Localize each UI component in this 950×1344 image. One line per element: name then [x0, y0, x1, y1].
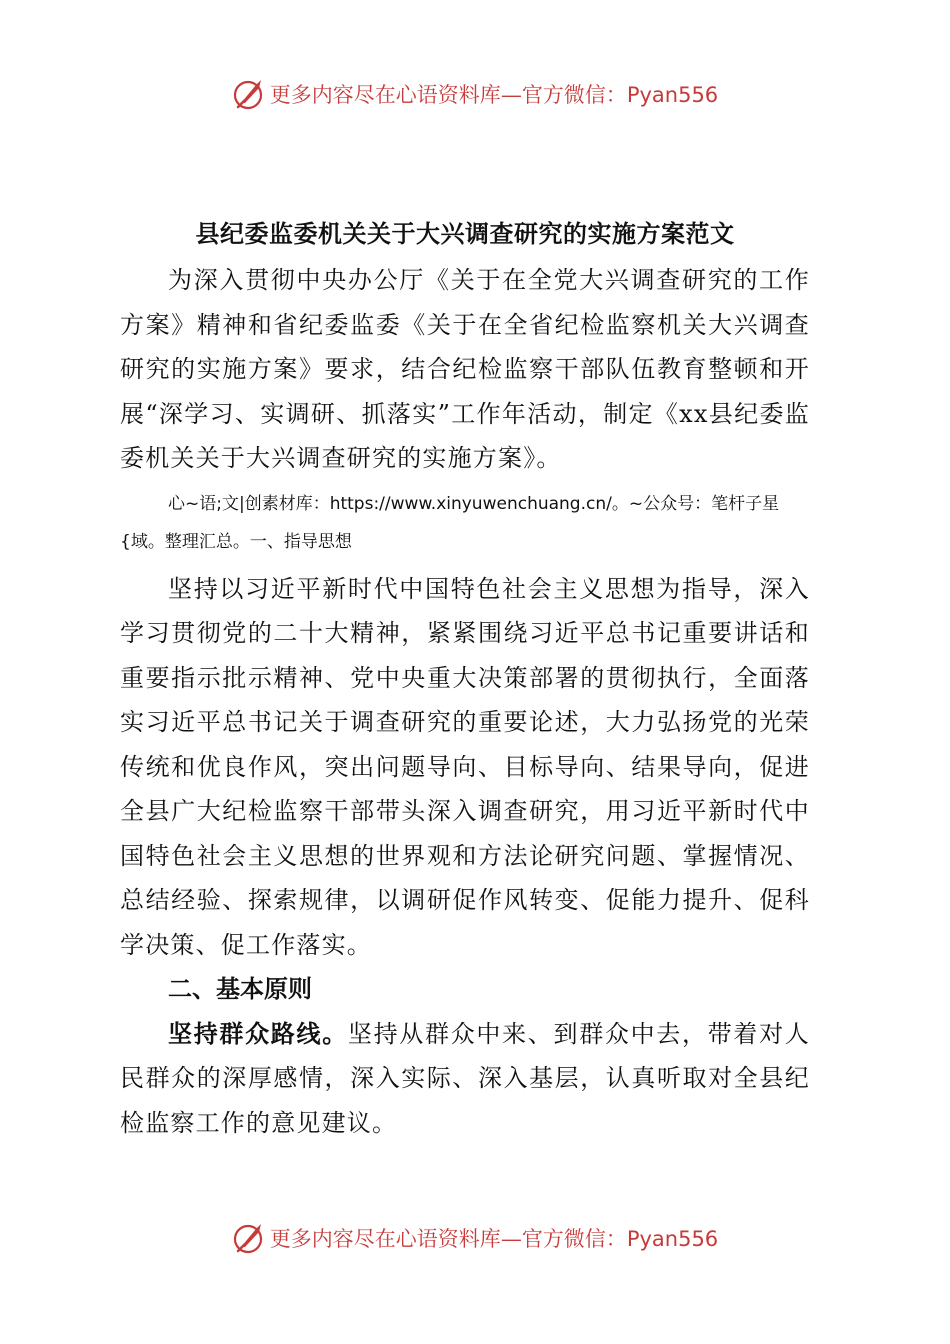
principle-paragraph — [120, 1012, 810, 1146]
section-heading-principles: 二、基本原则 — [168, 975, 312, 1003]
principle-lead: 坚持群众路线。 — [168, 1019, 348, 1048]
banner-text: 更多内容尽在心语资料库—官方微信：Pyan556 — [269, 83, 719, 107]
document-body — [120, 212, 810, 1145]
document-title: 县纪委监委机关关于大兴调查研究的实施方案范文 — [195, 220, 735, 248]
quill-logo-icon — [232, 77, 266, 111]
footer-banner — [0, 1216, 950, 1260]
banner-text: 更多内容尽在心语资料库—官方微信：Pyan556 — [269, 1227, 719, 1251]
quill-logo-icon — [232, 1221, 266, 1255]
source-note: 心~语;文|创素材库：https://www.xinyuwenchuang.cn/。~公众号：笔杆子星{域。整理汇总。一、指导思想 — [120, 493, 780, 552]
intro-paragraph: 为深入贯彻中央办公厅《关于在全党大兴调查研究的工作方案》精神和省纪委监委《关于在全省纪检监察机关大兴调查研究的实施方案》要求，结合纪检监察干部队伍教育整顿和开展“深学习、实调研、抓落实”工作年活动，制定《xx县纪委监委机关关于大兴调查研究的实施方案》。 — [120, 266, 810, 472]
header-banner — [0, 72, 950, 116]
principle-text: 坚持从群众中来、到群众中去，带着对人民群众的深厚感情，深入实际、深入基层，认真听取对全县纪检监察工作的意见建议。 — [120, 1019, 810, 1137]
guiding-paragraph: 坚持以习近平新时代中国特色社会主义思想为指导，深入学习贯彻党的二十大精神，紧紧围绕习近平总书记重要讲话和重要指示批示精神、党中央重大决策部署的贯彻执行，全面落实习近平总书记关于调查研究的重要论述，大力弘扬党的光荣传统和优良作风，突出问题导向、目标导向、结果导向，促进全县广大纪检监察干部带头深入调查研究，用习近平新时代中国特色社会主义思想的世界观和方法论研究问题、掌握情况、总结经验、探索规律，以调研促作风转变、促能力提升、促科学决策、促工作落实。 — [120, 574, 810, 959]
